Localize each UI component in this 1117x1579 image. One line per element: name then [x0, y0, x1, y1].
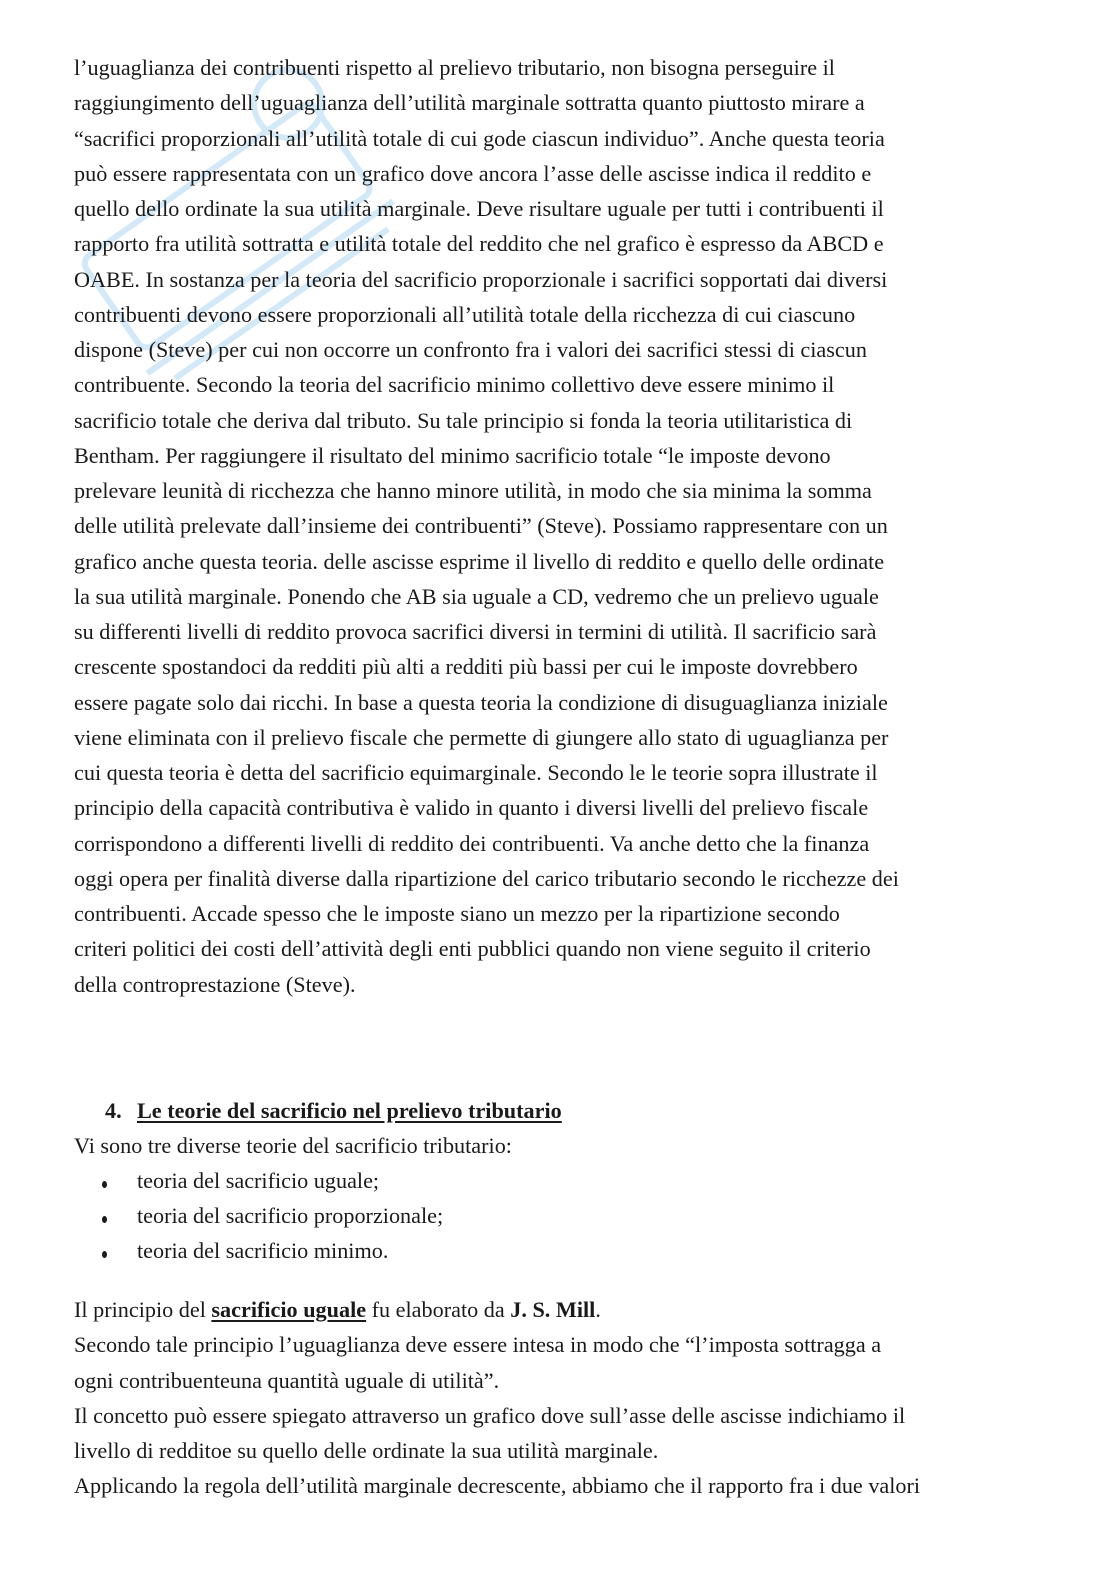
text-line: raggiungimento dell’uguaglianza dell’utilità marginale sottratta quanto piuttosto mirare a — [74, 90, 865, 116]
text-line: livello di redditoe su quello delle ordinate la sua utilità marginale. — [74, 1438, 659, 1463]
text-line: della controprestazione (Steve). — [74, 971, 356, 997]
text-line: criteri politici dei costi dell’attività degli enti pubblici quando non viene seguito il criterio — [74, 936, 871, 962]
text-line: la sua utilità marginale. Ponendo che AB sia uguale a CD, vedremo che un prelievo uguale — [74, 583, 879, 609]
text-line: OABE. In sostanza per la teoria del sacrificio proporzionale i sacrifici sopportati dai diversi — [74, 266, 888, 292]
text-line: oggi opera per finalità diverse dalla ripartizione del carico tributario secondo le ricchezze dei — [74, 865, 899, 891]
text-line: su differenti livelli di reddito provoca sacrifici diversi in termini di utilità. Il sacrificio sarà — [74, 619, 877, 644]
text-line: Applicando la regola dell’utilità marginale decrescente, abbiamo che il rapporto fra i due valori — [74, 1473, 921, 1499]
section-heading — [105, 1093, 562, 1128]
bullet-icon — [102, 1251, 107, 1258]
text-line: grafico anche questa teoria. delle ascisse esprime il livello di reddito e quello delle ordinate — [74, 548, 885, 574]
list-item: teoria del sacrificio uguale; — [100, 1163, 443, 1198]
list-item: teoria del sacrificio minimo. — [100, 1233, 443, 1268]
theories-list — [100, 1163, 443, 1268]
text-line: principio della capacità contributiva è valido in quanto i diversi livelli del prelievo fiscale — [74, 795, 869, 821]
text-line: sacrificio totale che deriva dal tributo. Su tale principio si fonda la teoria utilitaristica di — [74, 407, 853, 433]
list-item: teoria del sacrificio proporzionale; — [100, 1198, 443, 1233]
text-line: corrispondono a differenti livelli di reddito dei contribuenti. Va anche detto che la finanza — [74, 830, 870, 856]
text-line: ogni contribuenteuna quantità uguale di utilità”. — [74, 1367, 500, 1393]
text-line: Bentham. Per raggiungere il risultato del minimo sacrificio totale “le imposte devono — [74, 442, 831, 468]
bullet-icon — [102, 1216, 107, 1223]
text-line: Secondo tale principio l’uguaglianza deve essere intesa in modo che “l’imposta sottragga a — [74, 1332, 882, 1358]
text-line: contribuenti. Accade spesso che le imposte siano un mezzo per la ripartizione secondo — [74, 901, 840, 926]
text-line: quello dello ordinate la sua utilità marginale. Deve risultare uguale per tutti i contribuenti il — [74, 196, 884, 221]
bullet-icon — [102, 1181, 107, 1188]
text-line: può essere rappresentata con un grafico dove ancora l’asse delle ascisse indica il reddito e — [74, 160, 872, 186]
paragraph-continued — [74, 50, 1049, 1002]
text-line: Il principio del sacrificio uguale fu elaborato da J. S. Mill. — [74, 1297, 601, 1322]
text-line: delle utilità prelevate dall’insieme dei contribuenti” (Steve). Possiamo rappresentare con un — [74, 513, 888, 539]
section-intro: Vi sono tre diverse teorie del sacrificio tributario: — [74, 1133, 512, 1158]
author-name: J. S. Mill — [510, 1297, 596, 1322]
key-term: sacrificio uguale — [211, 1297, 367, 1322]
text-line: rapporto fra utilità sottratta e utilità totale del reddito che nel grafico è espresso da ABCD e — [74, 231, 884, 257]
text-line: viene eliminata con il prelievo fiscale che permette di giungere allo stato di uguaglianza per — [74, 724, 889, 750]
text-line: l’uguaglianza dei contribuenti rispetto al prelievo tributario, non bisogna perseguire il — [74, 55, 835, 80]
text-line: contribuenti devono essere proporzionali all’utilità totale della ricchezza di cui ciascuno — [74, 301, 856, 327]
text-line: contribuente. Secondo la teoria del sacrificio minimo collettivo deve essere minimo il — [74, 372, 835, 398]
paragraph-sacrificio-uguale — [74, 1292, 1064, 1504]
section-number: 4. — [105, 1098, 122, 1123]
text-line: cui questa teoria è detta del sacrificio equimarginale. Secondo le le teorie sopra illustrate il — [74, 760, 878, 785]
text-line: prelevare leunità di ricchezza che hanno minore utilità, in modo che sia minima la somma — [74, 478, 872, 503]
text-line: crescente spostandoci da redditi più alti a redditi più bassi per cui le imposte dovrebbero — [74, 654, 858, 680]
text-line: “sacrifici proporzionali all’utilità totale di cui gode ciascun individuo”. Anche questa teoria — [74, 125, 885, 151]
section-title: Le teorie del sacrificio nel prelievo tributario — [137, 1098, 562, 1123]
text-line: essere pagate solo dai ricchi. In base a questa teoria la condizione di disuguaglianza iniziale — [74, 689, 888, 715]
text-line: Il concetto può essere spiegato attraverso un grafico dove sull’asse delle ascisse indichiamo il — [74, 1402, 906, 1428]
text-line: dispone (Steve) per cui non occorre un confronto fra i valori dei sacrifici stessi di ciascun — [74, 337, 867, 362]
